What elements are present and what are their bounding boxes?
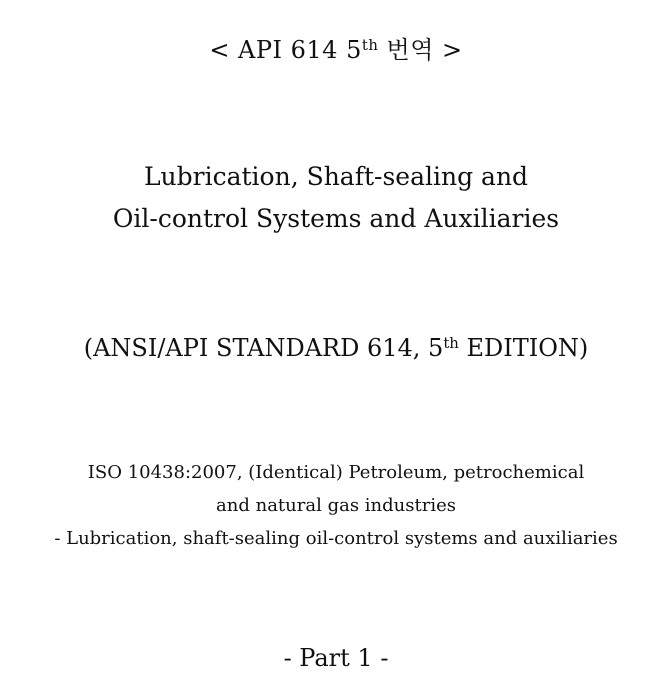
part-label: - Part 1 - xyxy=(283,644,389,672)
header-superscript: th xyxy=(361,35,379,54)
standard-edition xyxy=(0,334,672,362)
header-suffix: 번역 > xyxy=(378,36,463,64)
title-line-2: Oil-control Systems and Auxiliaries xyxy=(112,204,560,233)
standard-superscript: th xyxy=(443,333,459,352)
iso-line-2: and natural gas industries xyxy=(216,495,456,516)
title-line-1: Lubrication, Shaft-sealing and xyxy=(143,162,529,191)
document-header xyxy=(0,30,672,65)
header-prefix: < API 614 5 xyxy=(209,36,362,64)
standard-prefix: (ANSI/API STANDARD 614, 5 xyxy=(83,334,444,362)
iso-line-3: - Lubrication, shaft-sealing oil-control systems and auxiliaries xyxy=(54,528,618,549)
iso-line-1: ISO 10438:2007, (Identical) Petroleum, petrochemical xyxy=(87,462,585,483)
standard-suffix: EDITION) xyxy=(458,334,589,362)
